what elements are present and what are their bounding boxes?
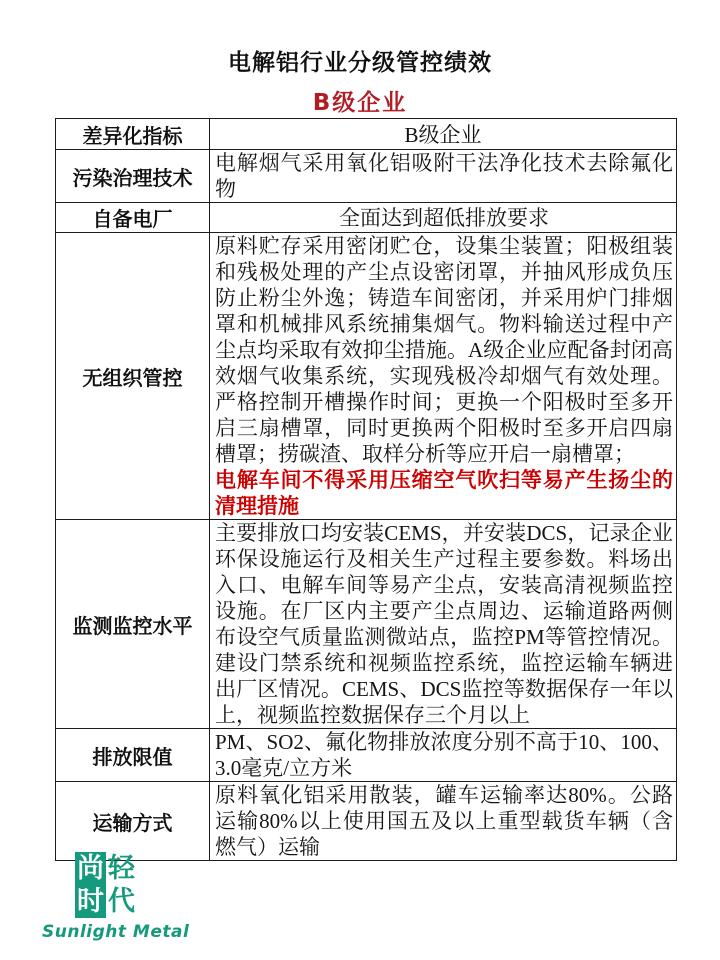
logo-character-grid [75,852,212,918]
page-subtitle: B级企业 [312,90,408,116]
document-header [0,0,720,117]
fugitive-control-text: 原料贮存采用密闭贮仓，设集尘装置；阳极组装和残极处理的产尘点设密闭罩，并抽风形成负压防止粉尘外逸；铸造车间密闭，并采用炉门排烟罩和机械排风系统捕集烟气。物料输送过程中产尘点均采取有效抑尘措施。A级企业应配备封闭高效烟气收集系统，实现残极冷却烟气有效处理。严格控制开槽操作时间；更换一个阳极时至多开启三扇槽罩，同时更换两个阳极时至多开启四扇槽罩；捞碳渣、取样分析等应开启一扇槽罩； [215,234,673,466]
table-row [56,729,677,782]
row-value-emission-limits: PM、SO2、氟化物排放浓度分别不高于10、100、3.0毫克/立方米 [210,729,677,782]
logo-char-dai: 代 [108,886,135,917]
row-value-captive-power-plant: 全面达到超低排放要求 [210,203,677,233]
table-row [56,203,677,233]
page-title: 电解铝行业分级管控绩效 [228,50,492,76]
fugitive-control-red-note: 电解车间不得采用压缩空气吹扫等易产生扬尘的清理措施 [215,468,673,518]
row-label-emission-limits: 排放限值 [56,729,210,782]
table-row [56,233,677,520]
grading-performance-table [55,118,677,861]
sunlight-metal-logo [42,852,212,942]
logo-char-shi: 时 [77,886,104,917]
logo-char-shang: 尚 [77,853,104,884]
table-row [56,782,677,861]
logo-char-qing: 轻 [108,853,135,884]
table-row [56,520,677,729]
table-header-row [56,119,677,150]
row-value-monitoring-level: 主要排放口均安装CEMS，并安装DCS，记录企业环保设施运行及相关生产过程主要参数。料场出入口、电解车间等易产尘点，安装高清视频监控设施。在厂区内主要产尘点周边、运输道路两侧布设空气质量监测微站点，监控PM等管控情况。建设门禁系统和视频监控系统，监控运输车辆进出厂区情况。CEMS、DCS监控等数据保存一年以上，视频监控数据保存三个月以上 [210,520,677,729]
row-value-fugitive-emission-control [210,233,677,520]
row-label-transport-mode: 运输方式 [56,782,210,861]
column-header-indicator: 差异化指标 [56,119,210,150]
row-value-transport-mode: 原料氧化铝采用散装，罐车运输率达80%。公路运输80%以上使用国五及以上重型载货车辆（含燃气）运输 [210,782,677,861]
logo-wordmark: Sunlight Metal [42,922,190,942]
row-label-pollution-control-tech: 污染治理技术 [56,150,210,203]
row-label-monitoring-level: 监测监控水平 [56,520,210,729]
column-header-grade: B级企业 [210,119,677,150]
row-label-captive-power-plant: 自备电厂 [56,203,210,233]
table-row [56,150,677,203]
row-value-pollution-control-tech: 电解烟气采用氧化铝吸附干法净化技术去除氟化物 [210,150,677,203]
row-label-fugitive-emission-control: 无组织管控 [56,233,210,520]
